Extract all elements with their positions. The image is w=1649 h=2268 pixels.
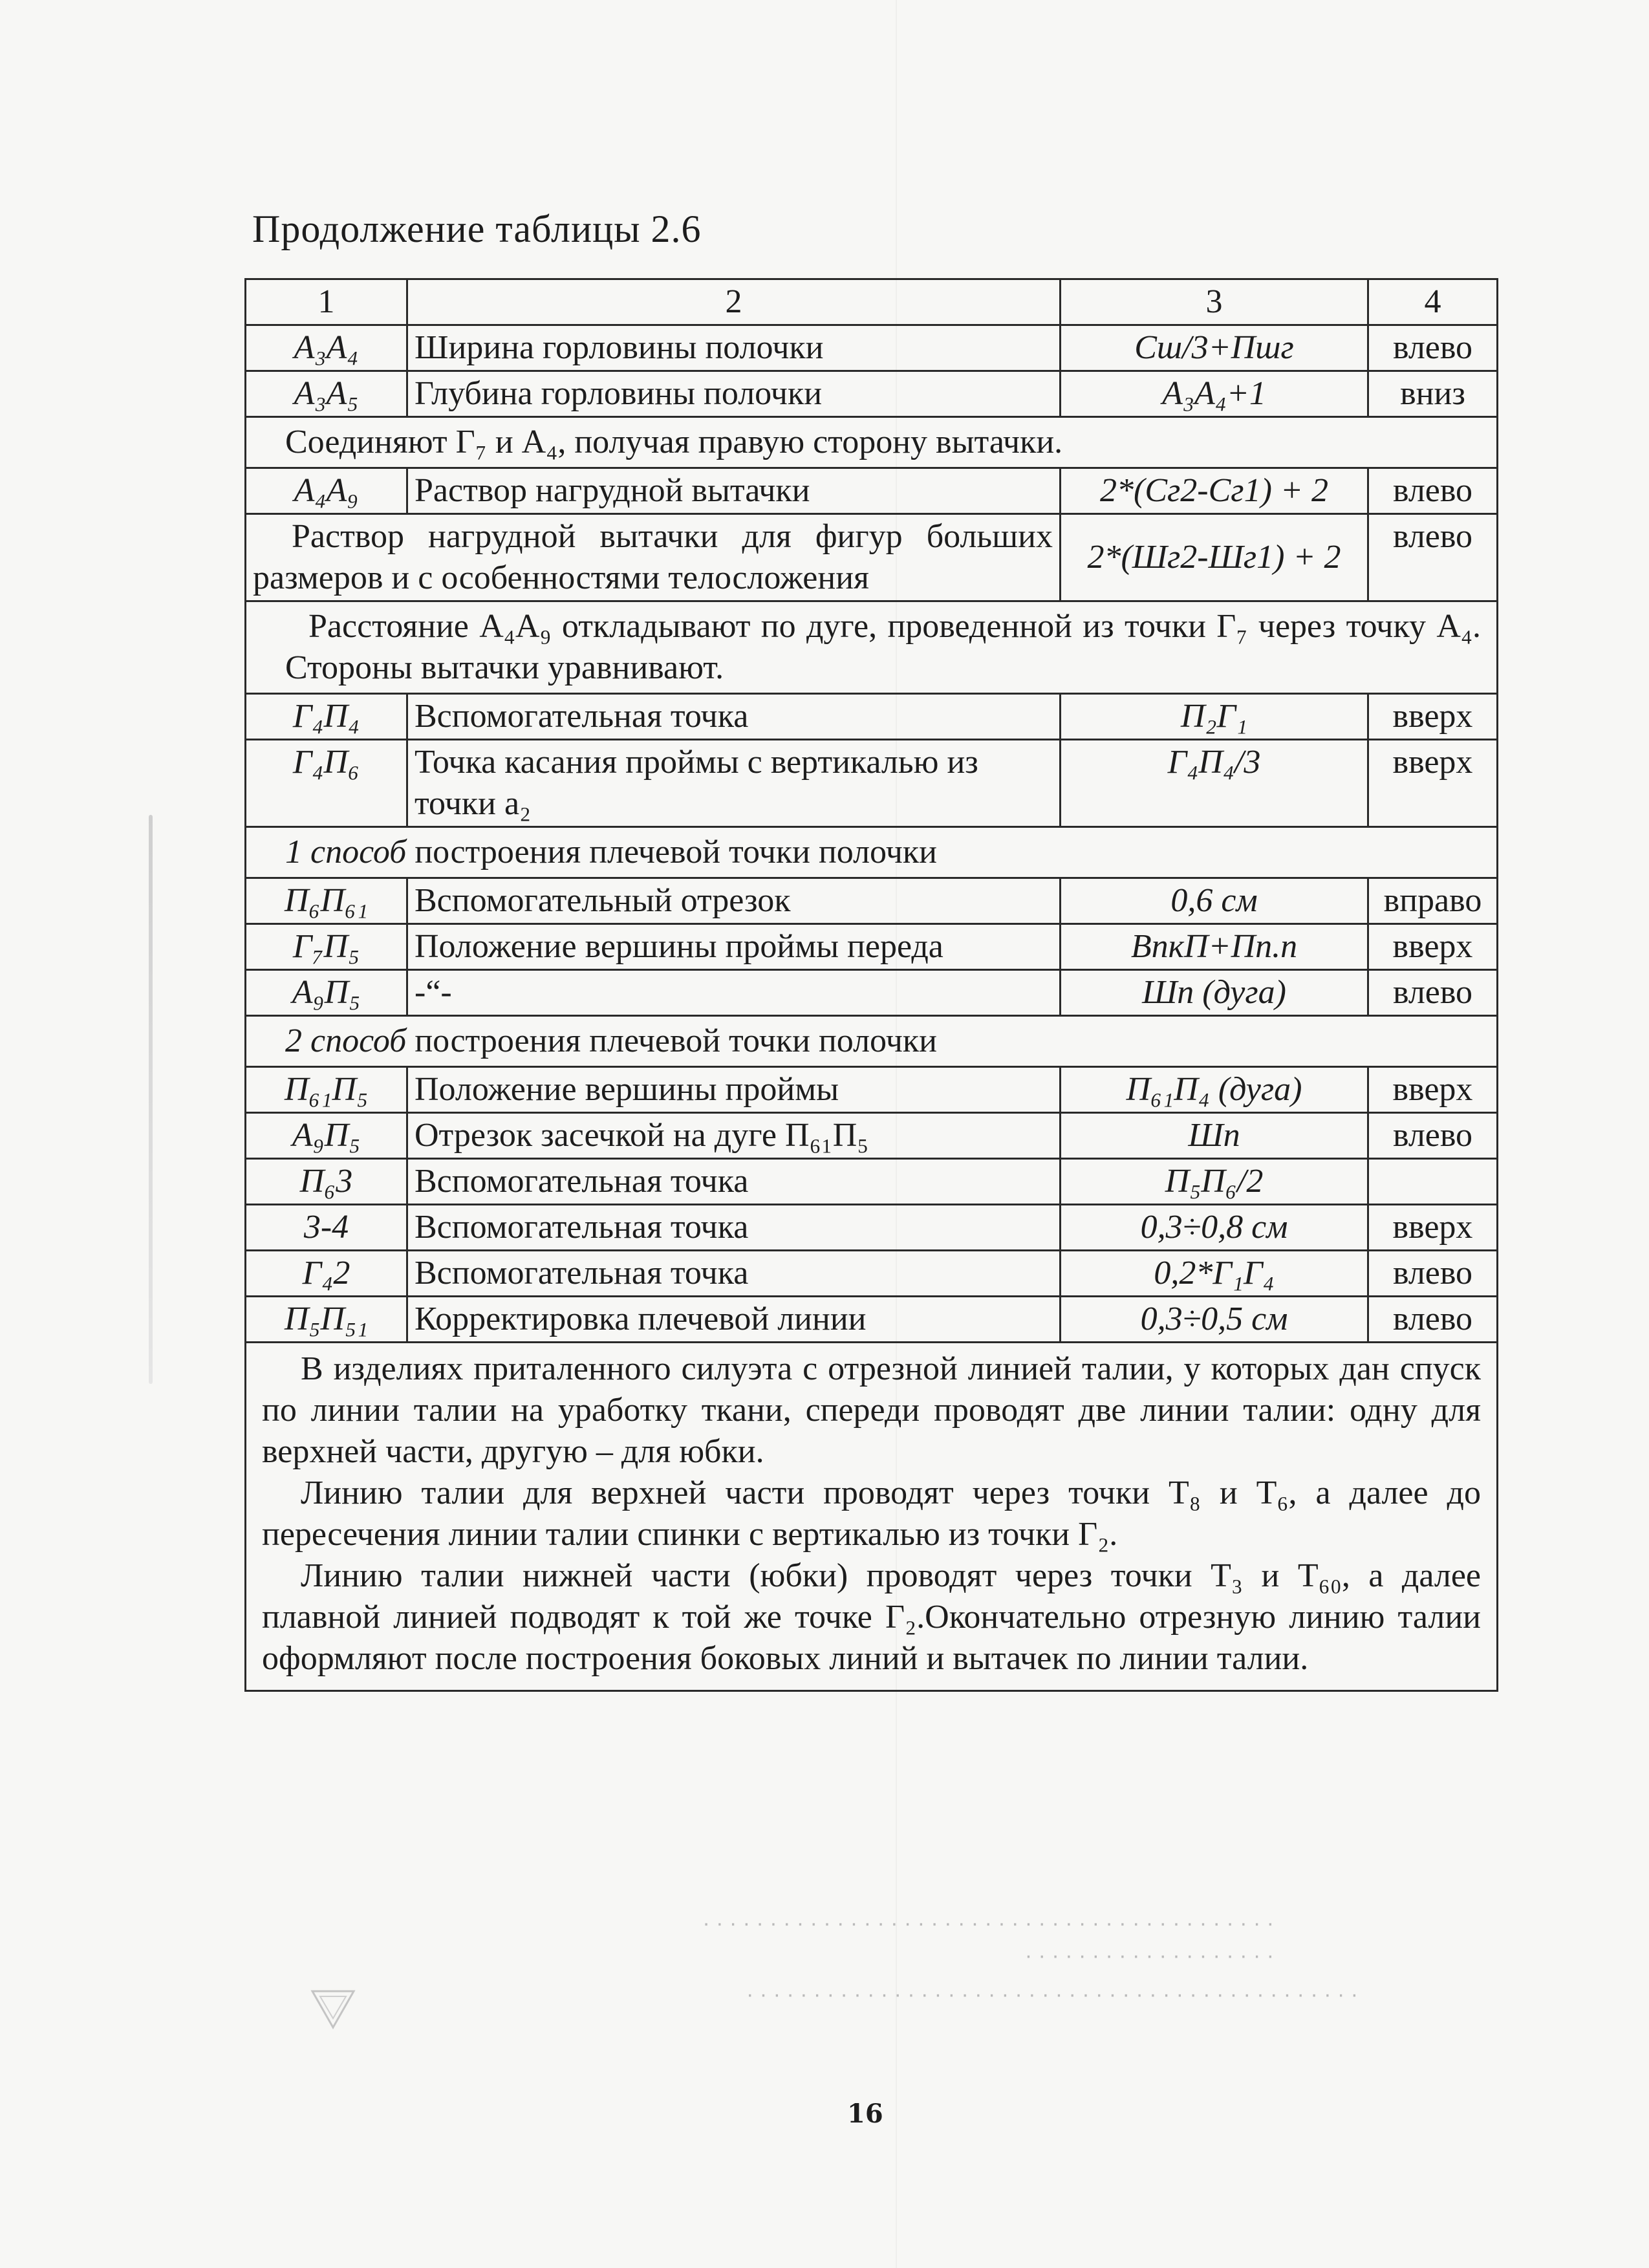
point-code-cell: П₆П₆₁ [246, 878, 407, 924]
point-code-cell: Г₄2 [246, 1251, 407, 1297]
direction-cell: вверх [1368, 1067, 1498, 1113]
formula-cell: ВпкП+Пп.п [1061, 924, 1368, 970]
header-col-3: 3 [1061, 279, 1368, 325]
table-row [246, 1067, 1498, 1113]
table-container [244, 278, 1496, 1692]
footer-paragraph: Линию талии нижней части (юбки) проводят через точки Т₃ и Т₆₀, а далее плавной линией подводят к той же точке Г₂.Окончательно отрезную линию талии оформляют после построения боковых линий и вытачек по линии талии. [262, 1557, 1481, 1677]
stamp-logo-icon [307, 1982, 359, 2034]
point-code-cell: A₄A₉ [246, 468, 407, 514]
table-row [246, 924, 1498, 970]
direction-cell: влево [1368, 325, 1498, 371]
table-row [246, 740, 1498, 827]
note-text: Расстояние A₄A₉ откладывают по дуге, проведенной из точки Г₇ через точку A₄. Стороны вытачки уравнивают. [285, 608, 1481, 686]
table-row [246, 1297, 1498, 1343]
direction-cell: влево [1368, 1251, 1498, 1297]
table-row [246, 1251, 1498, 1297]
description-cell: -“- [407, 970, 1061, 1016]
description-cell: Ширина горловины полочки [407, 325, 1061, 371]
note-cell [246, 417, 1498, 468]
description-cell: Раствор нагрудной вытачки для фигур больших размеров и с особенностями телосложения [246, 514, 1061, 601]
note-text: построения плечевой точки полочки [406, 1022, 937, 1059]
formula-cell: 0,6 см [1061, 878, 1368, 924]
direction-cell: влево [1368, 514, 1498, 601]
point-code-cell: 3-4 [246, 1205, 407, 1251]
method-label: 2 способ [285, 1022, 407, 1059]
formula-cell: П₅П₆/2 [1061, 1159, 1368, 1205]
table-note-row [246, 601, 1498, 694]
formula-cell: 0,3÷0,8 см [1061, 1205, 1368, 1251]
formula-cell: Г₄П₄/3 [1061, 740, 1368, 827]
method-label: 1 способ [285, 834, 407, 870]
table-caption: Продолжение таблицы 2.6 [252, 208, 702, 250]
footer-text-cell [246, 1343, 1498, 1691]
description-cell: Вспомогательная точка [407, 1205, 1061, 1251]
footer-paragraph: Линию талии для верхней части проводят через точки Т₈ и Т₆, а далее до пересечения линии талии спинки с вертикалью из точки Г₂. [262, 1474, 1481, 1553]
description-cell: Отрезок засечкой на дуге П₆₁П₅ [407, 1113, 1061, 1159]
note-text: Соединяют Г₇ и A₄, получая правую сторону вытачки. [285, 424, 1063, 460]
direction-cell: вниз [1368, 371, 1498, 417]
formula-cell: A₃A₄+1 [1061, 371, 1368, 417]
description-cell: Раствор нагрудной вытачки [407, 468, 1061, 514]
direction-cell: влево [1368, 468, 1498, 514]
table-note-row [246, 827, 1498, 878]
table-row-merged [246, 514, 1498, 601]
table-note-row [246, 1016, 1498, 1067]
bleed-through-text: · · · · · · · · · · · · · · · · · · · · · · · · · · · · · · · · · · · · · · · · · · · · · · [746, 1982, 1358, 2007]
description-cell: Положение вершины проймы [407, 1067, 1061, 1113]
formula-cell: П₂Г₁ [1061, 694, 1368, 740]
description-cell: Вспомогательная точка [407, 694, 1061, 740]
table-row [246, 878, 1498, 924]
formula-cell: Шп (дуга) [1061, 970, 1368, 1016]
note-cell [246, 601, 1498, 694]
note-cell [246, 1016, 1498, 1067]
formula-cell: П₆₁П₄ (дуга) [1061, 1067, 1368, 1113]
direction-cell: влево [1368, 970, 1498, 1016]
page-number: 16 [847, 2099, 883, 2129]
direction-cell: вверх [1368, 924, 1498, 970]
direction-cell: вверх [1368, 1205, 1498, 1251]
table-row [246, 1159, 1498, 1205]
note-text: построения плечевой точки полочки [406, 834, 937, 870]
point-code-cell: Г₄П₄ [246, 694, 407, 740]
formula-cell: Сш/3+Пшг [1061, 325, 1368, 371]
header-col-4: 4 [1368, 279, 1498, 325]
description-cell: Точка касания проймы с вертикалью из точки a₂ [407, 740, 1061, 827]
description-cell: Корректировка плечевой линии [407, 1297, 1061, 1343]
point-code-cell: Г₇П₅ [246, 924, 407, 970]
table-row [246, 371, 1498, 417]
formula-cell: 0,3÷0,5 см [1061, 1297, 1368, 1343]
table-row [246, 970, 1498, 1016]
direction-cell: влево [1368, 1297, 1498, 1343]
description-cell: Вспомогательная точка [407, 1159, 1061, 1205]
point-code-cell: П₅П₅₁ [246, 1297, 407, 1343]
direction-cell [1368, 1159, 1498, 1205]
description-cell: Положение вершины проймы переда [407, 924, 1061, 970]
direction-cell: вправо [1368, 878, 1498, 924]
direction-cell: влево [1368, 1113, 1498, 1159]
description-cell: Вспомогательная точка [407, 1251, 1061, 1297]
footer-row [246, 1343, 1498, 1691]
note-cell [246, 827, 1498, 878]
table-row [246, 468, 1498, 514]
construction-table [244, 278, 1498, 1692]
point-code-cell: A₉П₅ [246, 970, 407, 1016]
point-code-cell: A₃A₅ [246, 371, 407, 417]
description-cell: Вспомогательный отрезок [407, 878, 1061, 924]
table-header-row [246, 279, 1498, 325]
table-note-row [246, 417, 1498, 468]
table-row [246, 325, 1498, 371]
direction-cell: вверх [1368, 694, 1498, 740]
description-cell: Глубина горловины полочки [407, 371, 1061, 417]
formula-cell: Шп [1061, 1113, 1368, 1159]
footer-paragraph: В изделиях приталенного силуэта с отрезной линией талии, у которых дан спуск по линии талии на уработку ткани, спереди проводят две линии талии: одну для верхней части, другую – для юбки. [262, 1350, 1481, 1470]
bleed-through-text: · · · · · · · · · · · · · · · · · · · · · · · · · · · · · · · · · · · · · · · · · · · [702, 1911, 1274, 1936]
table-row [246, 694, 1498, 740]
table-row [246, 1205, 1498, 1251]
binding-mark [149, 815, 153, 1384]
header-col-1: 1 [246, 279, 407, 325]
bleed-through-text: · · · · · · · · · · · · · · · · · · · [1024, 1943, 1274, 1968]
point-code-cell: Г₄П₆ [246, 740, 407, 827]
point-code-cell: П₆3 [246, 1159, 407, 1205]
formula-cell: 2*(Сг2-Сг1) + 2 [1061, 468, 1368, 514]
formula-cell: 2*(Шг2-Шг1) + 2 [1061, 514, 1368, 601]
point-code-cell: A₃A₄ [246, 325, 407, 371]
table-row [246, 1113, 1498, 1159]
formula-cell: 0,2*Г₁Г₄ [1061, 1251, 1368, 1297]
point-code-cell: П₆₁П₅ [246, 1067, 407, 1113]
header-col-2: 2 [407, 279, 1061, 325]
point-code-cell: A₉П₅ [246, 1113, 407, 1159]
direction-cell: вверх [1368, 740, 1498, 827]
